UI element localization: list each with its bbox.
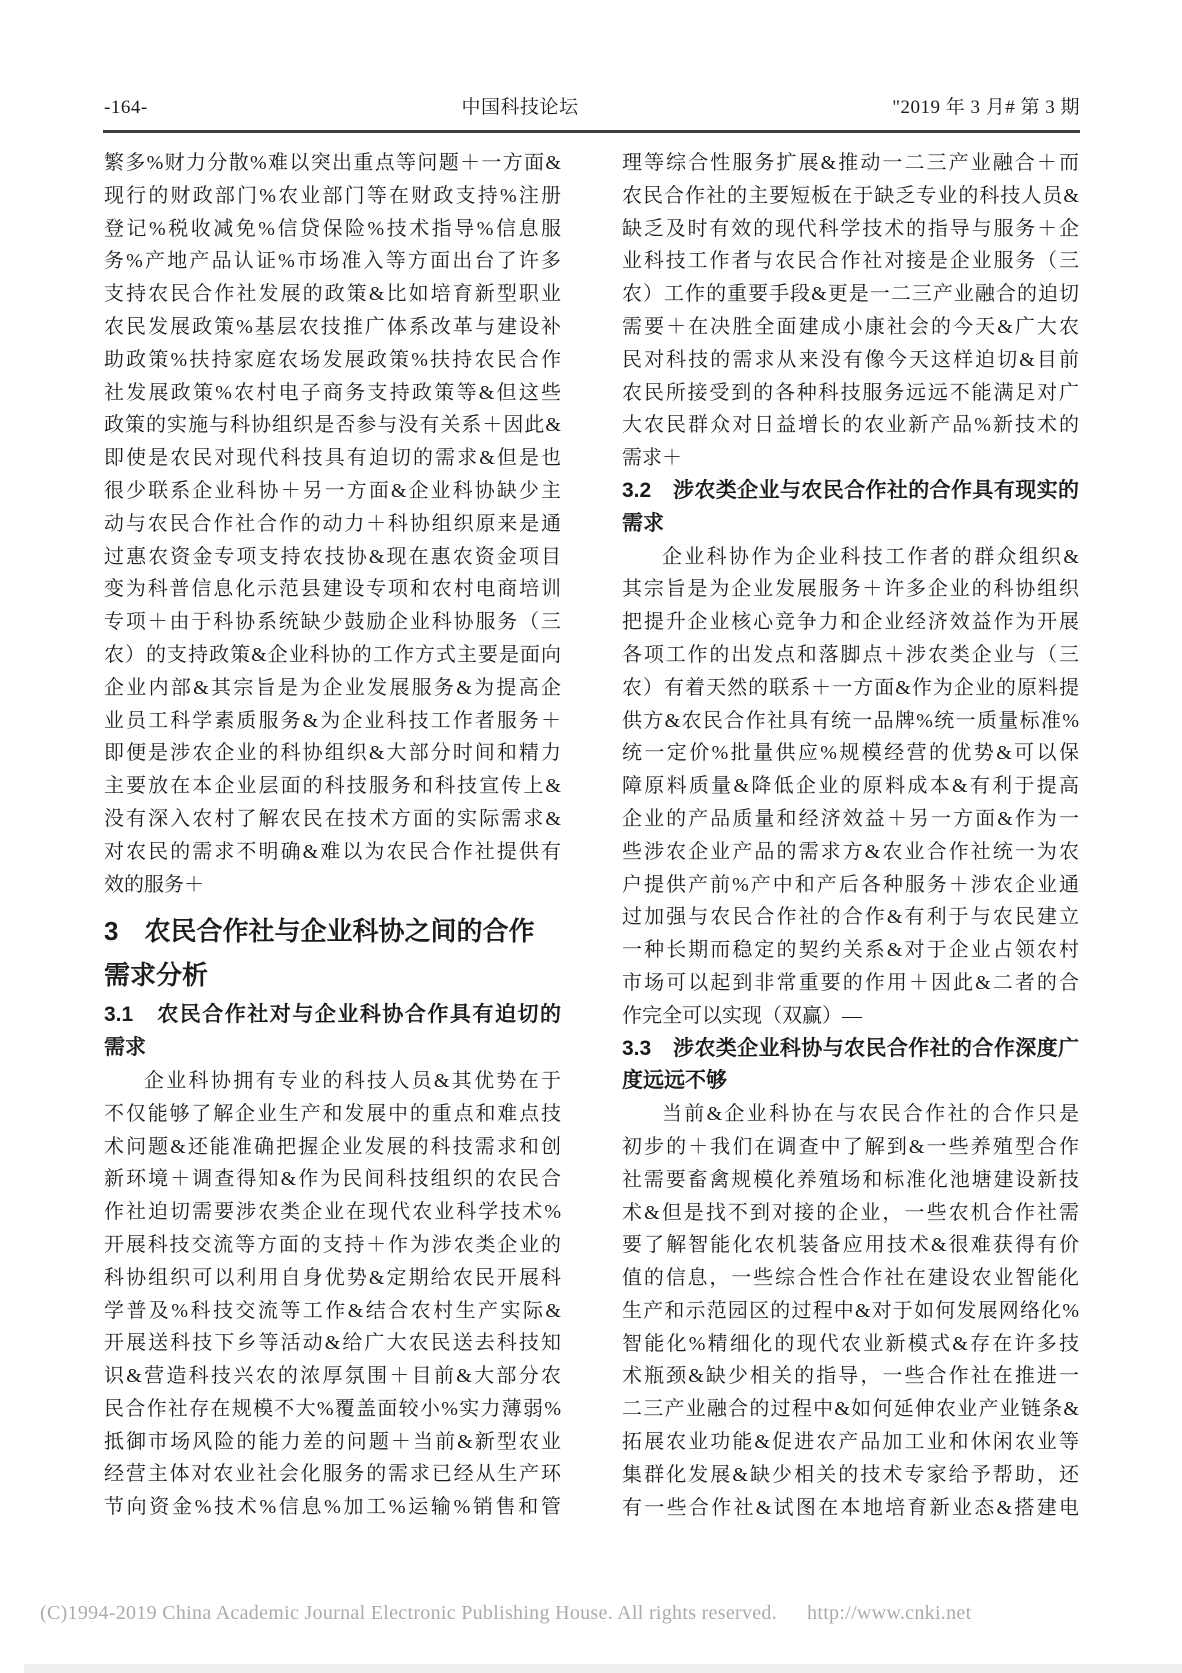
subsection-heading-line: 3.1 农民合作社对与企业科协合作具有迫切的 (104, 1003, 561, 1027)
text-line: 供方&农民合作社具有统一品牌%统一质量标准% (622, 709, 1079, 732)
text-line: 需要＋在决胜全面建成小康社会的今天&广大农 (622, 315, 1079, 338)
text-line: 很少联系企业科协＋另一方面&企业科协缺少主 (104, 479, 561, 502)
text-line: 专项＋由于科协系统缺少鼓励企业科协服务（三 (104, 611, 561, 634)
text-line: 障原料质量&降低企业的原料成本&有利于提高 (622, 775, 1079, 798)
paragraph-block (104, 1065, 561, 1524)
text-line: 值的信息，一些综合性合作社在建设农业智能化 (622, 1267, 1079, 1290)
footer-url: http://www.cnki.net (807, 1602, 972, 1624)
issue-info: "2019 年 3 月# 第 3 期 (892, 97, 1080, 118)
paragraph-block (622, 541, 1079, 1033)
text-line: 民对科技的需求从来没有像今天这样迫切&目前 (622, 348, 1079, 371)
text-line: 市场可以起到非常重要的作用＋因此&二者的合 (622, 971, 1079, 994)
text-line: 抵御市场风险的能力差的问题＋当前&新型农业 (104, 1430, 561, 1453)
text-line: 要了解智能化农机装备应用技术&很难获得有价 (622, 1234, 1079, 1257)
text-line: 助政策%扶持家庭农场发展政策%扶持农民合作 (104, 348, 561, 371)
text-line: 智能化%精细化的现代农业新模式&存在许多技 (622, 1332, 1079, 1355)
text-line: 企业内部&其宗旨是为企业发展服务&为提高企 (104, 676, 561, 699)
subsection-heading (104, 999, 561, 1065)
text-line: 繁多%财力分散%难以突出重点等问题＋一方面& (104, 152, 561, 174)
text-line: 农）工作的重要手段&更是一二三产业融合的迫切 (622, 283, 1079, 306)
text-line: 作完全可以实现（双赢）— (622, 1004, 862, 1027)
text-line: 大农民群众对日益增长的农业新产品%新技术的 (622, 414, 1079, 437)
text-line: 新环境＋调查得知&作为民间科技组织的农民合 (104, 1168, 561, 1191)
subsection-heading (622, 1033, 1079, 1099)
text-line: 现行的财政部门%农业部门等在财政支持%注册 (104, 184, 561, 207)
section-heading-line: 需求分析 (104, 960, 209, 991)
text-line: 农民合作社的主要短板在于缺乏专业的科技人员& (622, 184, 1079, 207)
subsection-heading-line: 3.2 涉农类企业与农民合作社的合作具有现实的 (622, 478, 1079, 502)
text-line: 农民所接受到的各种科技服务远远不能满足对广 (622, 381, 1079, 404)
page-header (104, 92, 1080, 119)
subsection-heading-line: 度远远不够 (622, 1069, 727, 1093)
paragraph-block (622, 1098, 1079, 1524)
text-line: 业员工科学素质服务&为企业科技工作者服务＋ (104, 709, 561, 732)
subsection-heading-line: 3.3 涉农类企业科协与农民合作社的合作深度广 (622, 1036, 1079, 1060)
text-line: 即便是涉农企业的科协组织&大部分时间和精力 (104, 742, 561, 765)
text-line: 当前&企业科协在与农民合作社的合作只是 (662, 1103, 1079, 1126)
right-column (622, 147, 1079, 1524)
text-line: 没有深入农村了解农民在技术方面的实际需求& (104, 807, 561, 830)
text-line: 业科技工作者与农民合作社对接是企业服务（三 (622, 250, 1079, 273)
text-line: 统一定价%批量供应%规模经营的优势&可以保 (622, 742, 1079, 765)
text-line: 过惠农资金专项支持农技协&现在惠农资金项目 (104, 545, 561, 568)
text-line: 缺乏及时有效的现代科学技术的指导与服务＋企 (622, 217, 1079, 240)
text-line: 节向资金%技术%信息%加工%运输%销售和管 (104, 1496, 561, 1519)
text-line: 需求＋ (622, 447, 682, 470)
text-line: 各项工作的出发点和落脚点＋涉农类企业与（三 (622, 643, 1079, 666)
text-line: 理等综合性服务扩展&推动一二三产业融合＋而 (622, 152, 1079, 174)
text-line: 社需要畜禽规模化养殖场和标准化池塘建设新技 (622, 1168, 1079, 1191)
text-line: 其宗旨是为企业发展服务＋许多企业的科协组织 (622, 578, 1079, 601)
text-line: 企业科协拥有专业的科技人员&其优势在于 (144, 1069, 561, 1092)
text-line: 政策的实施与科协组织是否参与没有关系＋因此& (104, 414, 561, 437)
text-line: 些涉农企业产品的需求方&农业合作社统一为农 (622, 840, 1079, 863)
subsection-heading-line: 需求 (622, 511, 664, 535)
text-line: 社发展政策%农村电子商务支持政策等&但这些 (104, 381, 561, 404)
text-line: 务%产地产品认证%市场准入等方面出台了许多 (104, 250, 561, 273)
copyright-text: (C)1994-2019 China Academic Journal Electronic Publishing House. All rights reserved. (40, 1602, 778, 1624)
text-line: 过加强与农民合作社的合作&有利于与农民建立 (622, 906, 1079, 929)
paragraph-block (104, 147, 561, 901)
text-line: 作社迫切需要涉农类企业在现代农业科学技术% (104, 1201, 561, 1224)
text-line: 把提升企业核心竞争力和企业经济效益作为开展 (622, 611, 1079, 634)
text-line: 生产和示范园区的过程中&对于如何发展网络化% (622, 1299, 1079, 1322)
text-line: 经营主体对农业社会化服务的需求已经从生产环 (104, 1463, 561, 1486)
text-line: 术瓶颈&缺少相关的指导，一些合作社在推进一 (622, 1365, 1079, 1388)
text-line: 企业科协作为企业科技工作者的群众组织& (662, 545, 1079, 568)
section-heading (104, 909, 561, 997)
text-line: 学普及%科技交流等工作&结合农村生产实际& (104, 1299, 561, 1322)
text-line: 农）有着天然的联系＋一方面&作为企业的原料提 (622, 676, 1079, 699)
text-line: 开展科技交流等方面的支持＋作为涉农类企业的 (104, 1233, 561, 1256)
journal-title: 中国科技论坛 (461, 97, 579, 118)
text-line: 识&营造科技兴农的浓厚氛围＋目前&大部分农 (104, 1365, 561, 1388)
text-line: 科协组织可以利用自身优势&定期给农民开展科 (104, 1266, 561, 1289)
text-line: 民合作社存在规模不大%覆盖面较小%实力薄弱% (104, 1397, 561, 1420)
text-line: 二三产业融合的过程中&如何延伸农业产业链条& (622, 1398, 1079, 1421)
section-heading-line: 3 农民合作社与企业科协之间的合作 (104, 916, 535, 947)
text-line: 农民发展政策%基层农技推广体系改革与建设补 (104, 315, 561, 338)
text-line: 术&但是找不到对接的企业，一些农机合作社需 (622, 1201, 1079, 1224)
text-line: 初步的＋我们在调查中了解到&一些养殖型合作 (622, 1135, 1079, 1158)
text-line: 登记%税收减免%信贷保险%技术指导%信息服 (104, 217, 561, 240)
text-line: 变为科普信息化示范县建设专项和农村电商培训 (104, 578, 561, 601)
text-line: 主要放在本企业层面的科技服务和科技宣传上& (104, 775, 561, 798)
paragraph-block (622, 147, 1079, 475)
text-line: 术问题&还能准确把握企业发展的科技需求和创 (104, 1135, 561, 1158)
subsection-heading (622, 475, 1079, 541)
text-line: 动与农民合作社合作的动力＋科协组织原来是通 (104, 512, 561, 535)
header-rule (103, 130, 1080, 133)
text-line: 拓展农业功能&促进农产品加工业和休闲农业等 (622, 1431, 1079, 1454)
text-line: 即使是农民对现代科技具有迫切的需求&但是也 (104, 447, 561, 470)
page-number: -164- (104, 97, 148, 118)
page-footer (40, 1602, 1160, 1625)
text-line: 企业的产品质量和经济效益＋另一方面&作为一 (622, 807, 1079, 830)
text-line: 有一些合作社&试图在本地培育新业态&搭建电 (622, 1496, 1079, 1519)
text-line: 开展送科技下乡等活动&给广大农民送去科技知 (104, 1332, 561, 1355)
text-line: 一种长期而稳定的契约关系&对于企业占领农村 (622, 939, 1079, 962)
text-line: 效的服务＋ (104, 873, 204, 896)
text-line: 支持农民合作社发展的政策&比如培育新型职业 (104, 283, 561, 306)
text-line: 户提供产前%产中和产后各种服务＋涉农企业通 (622, 873, 1079, 896)
text-line: 集群化发展&缺少相关的技术专家给予帮助，还 (622, 1463, 1079, 1486)
scan-edge-artifact (24, 1664, 1182, 1673)
text-line: 对农民的需求不明确&难以为农民合作社提供有 (104, 840, 561, 863)
subsection-heading-line: 需求 (104, 1036, 146, 1060)
text-line: 农）的支持政策&企业科协的工作方式主要是面向 (104, 643, 561, 666)
text-line: 不仅能够了解企业生产和发展中的重点和难点技 (104, 1102, 561, 1125)
left-column (104, 147, 561, 1524)
